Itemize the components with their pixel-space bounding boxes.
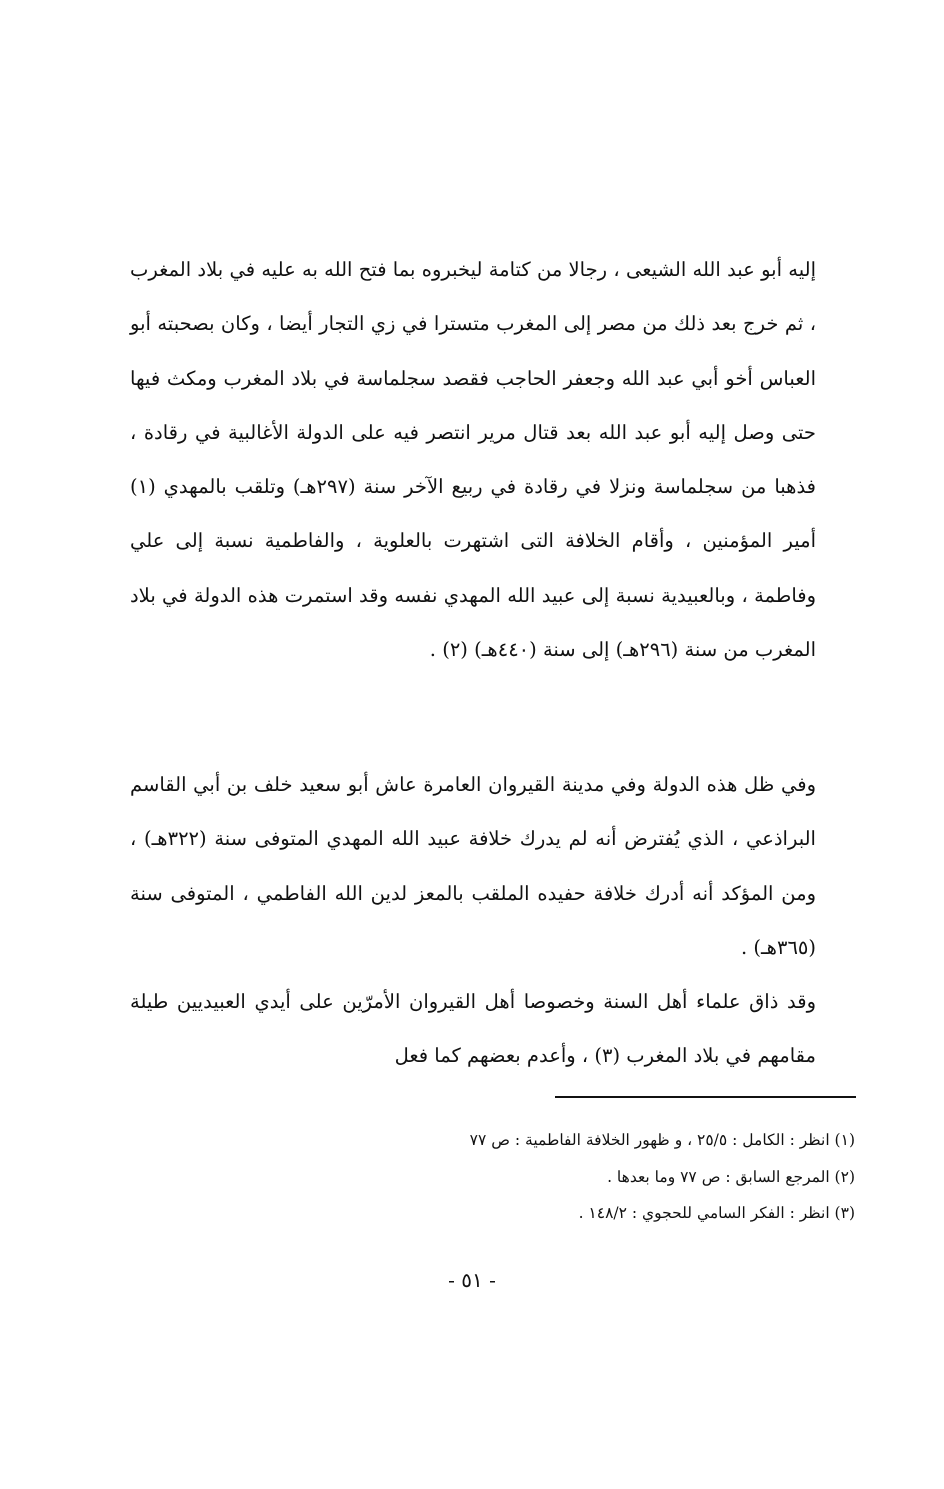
- body-paragraph: إليه أبو عبد الله الشيعى ، رجالا من كتامة ليخبروه بما فتح الله به عليه في بلاد المغرب ، ثم خرج بعد ذلك من مصر إلى المغرب متسترا في زي التجار أيضا ، وكان بصحبته أبو العباس أخو أبي عبد الله وجعفر الحاجب فقصد سجلماسة في بلاد المغرب ومكث فيها حتى وصل إليه أبو عبد الله بعد قتال مرير انتصر فيه على الدولة الأغالبية في رقادة ، فذهبا من سجلماسة ونزلا في رقادة في ربيع الآخر سنة (٢٩٧هـ) وتلقب بالمهدي (١) أمير المؤمنين ، وأقام الخلافة التى اشتهرت بالعلوية ، والفاطمية نسبة إلى علي وفاطمة ، وبالعبيدية نسبة إلى عبيد الله المهدي نفسه وقد استمرت هذه الدولة في بلاد المغرب من سنة (٢٩٦هـ) إلى سنة (٤٤٠هـ) (٢) .: [130, 258, 816, 662]
- body-paragraph: وفي ظل هذه الدولة وفي مدينة القيروان العامرة عاش أبو سعيد خلف بن أبي القاسم البراذعي ، الذي يُفترض أنه لم يدرك خلافة عبيد الله المهدي المتوفى سنة (٣٢٢هـ) ، ومن المؤكد أنه أدرك خلافة حفيده الملقب بالمعز لدين الله الفاطمي ، المتوفى سنة (٣٦٥هـ) .: [130, 773, 816, 959]
- body-paragraph: وقد ذاق علماء أهل السنة وخصوصا أهل القيروان الأمرّين على أيدي العبيديين طيلة مقامهم في بلاد المغرب (٣) ، وأعدم بعضهم كما فعل: [130, 990, 816, 1068]
- body-paragraph-2-block: [130, 758, 816, 975]
- footnote-1: (١) انظر : الكامل : ٢٥/٥ ، و ظهور الخلافة الفاطمية : ص ٧٧: [469, 1131, 855, 1149]
- body-paragraph-1-block: [130, 243, 816, 677]
- footnote-divider: [555, 1096, 856, 1098]
- footnotes-list: [330, 1122, 855, 1232]
- footnote-2: (٢) المرجع السابق : ص ٧٧ وما بعدها .: [607, 1167, 855, 1186]
- page-number: - ٥١ -: [448, 1268, 496, 1292]
- body-paragraph-3-block: [130, 975, 816, 1084]
- footnote-3: (٣) انظر : الفكر السامي للحجوي : ١٤٨/٢ .: [578, 1204, 855, 1222]
